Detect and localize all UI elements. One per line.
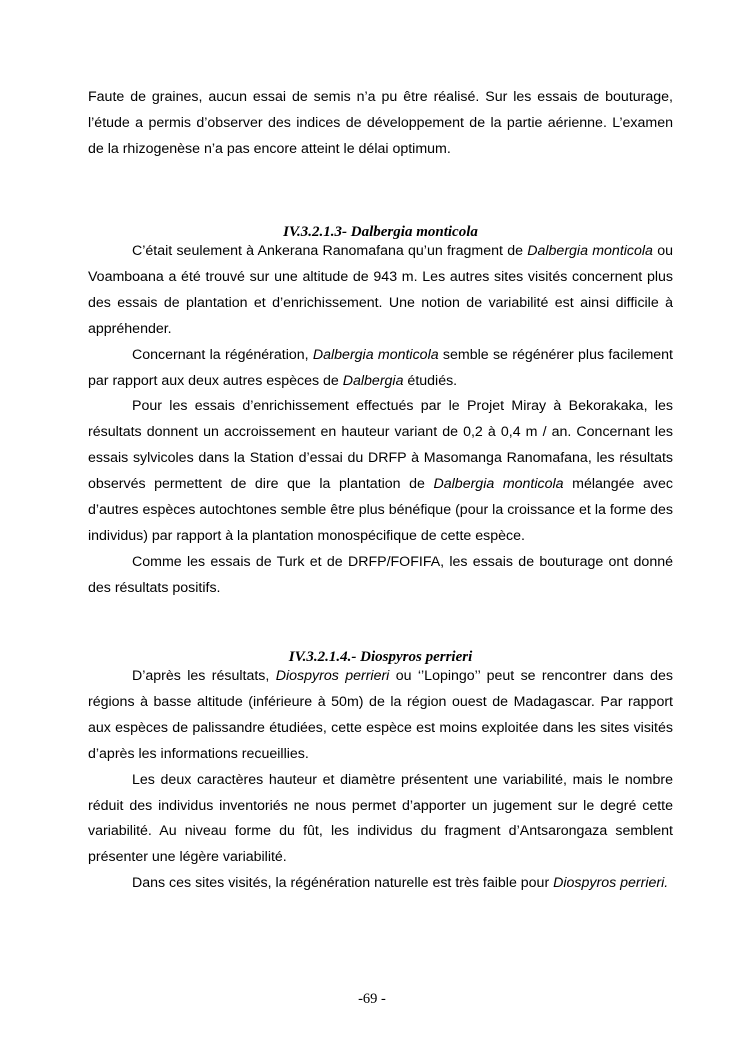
intro-section (88, 85, 673, 163)
text-run: Concernant la régénération, (132, 346, 313, 363)
species-name: Diospyros perrieri (275, 668, 390, 684)
genus-name: Dalbergia (342, 372, 404, 389)
text-run: Pour les essais d’enrichissement effectués par le Projet Miray à Bekorakaka, les résultats donnent un accroissement en hauteur variant de 0,2 à 0,4 m / an. Concernant les essais sylvicoles dans la Station d’essai du DRFP à Masomanga Ranomafana, les résultats observés permettent de dire que la plantation de (88, 398, 673, 493)
species-name: Dalbergia monticola (433, 476, 564, 493)
paragraph (88, 239, 673, 343)
text-run: mélangée avec d’autres espèces autochtones semble être plus bénéfique (pour la croissance et la forme des individus) par rapport à la plantation monospécifique de cette espèce. (88, 476, 673, 544)
diospyros-perrieri-section (88, 664, 673, 897)
section-heading-diospyros-perrieri: IV.3.2.1.4.- Diospyros perrieri (288, 649, 473, 665)
text-run: étudiés. (403, 372, 458, 389)
paragraph: Les deux caractères hauteur et diamètre présentent une variabilité, mais le nombre réduit des individus inventoriés ne nous permet d’apporter un jugement sur le degré cette variabilité. Au niveau forme du fût, les individus du fragment d’Antsarongaza semblent présenter une légère variabilité. (88, 771, 673, 866)
text-run: ou ‘’Lopingo’’ peut se rencontrer dans des régions à basse altitude (inférieure à 50m) de la région ouest de Madagascar. Par rapport aux espèces de palissandre étudiées, cette espèce est moins exploitée dans les sites visités d’après les informations recueillies. (88, 668, 673, 762)
species-name: Dalbergia monticola (527, 243, 653, 259)
intro-paragraph: Faute de graines, aucun essai de semis n’a pu être réalisé. Sur les essais de bouturage, l’étude a permis d’observer des indices de développement de la partie aérienne. L’examen de la rhizogenèse n’a pas encore atteint le délai optimum. (88, 89, 673, 157)
paragraph (88, 343, 673, 395)
paragraph (88, 664, 673, 768)
species-name: Diospyros perrieri. (553, 875, 669, 892)
text-run: D’après les résultats, (132, 668, 276, 684)
text-run: ou Voamboana a été trouvé sur une altitude de 943 m. Les autres sites visités concernent plus des essais de plantation et d’enrichissement. Une notion de variabilité est ainsi difficile à appréhender. (88, 243, 673, 337)
paragraph (88, 394, 673, 549)
section-heading-dalbergia-monticola: IV.3.2.1.3- Dalbergia monticola (283, 224, 478, 240)
paragraph: Comme les essais de Turk et de DRFP/FOFIFA, les essais de bouturage ont donné des résultats positifs. (88, 553, 673, 596)
paragraph (88, 871, 673, 897)
text-run: Dans ces sites visités, la régénération naturelle est très faible pour (132, 875, 554, 892)
text-run: semble se régénérer plus facilement par rapport aux deux autres espèces de (88, 346, 674, 389)
text-run: C’était seulement à Ankerana Ranomafana qu’un fragment de (132, 243, 528, 259)
dalbergia-monticola-section (88, 239, 673, 602)
page-number: -69 - (358, 991, 386, 1007)
species-name: Dalbergia monticola (312, 346, 439, 363)
